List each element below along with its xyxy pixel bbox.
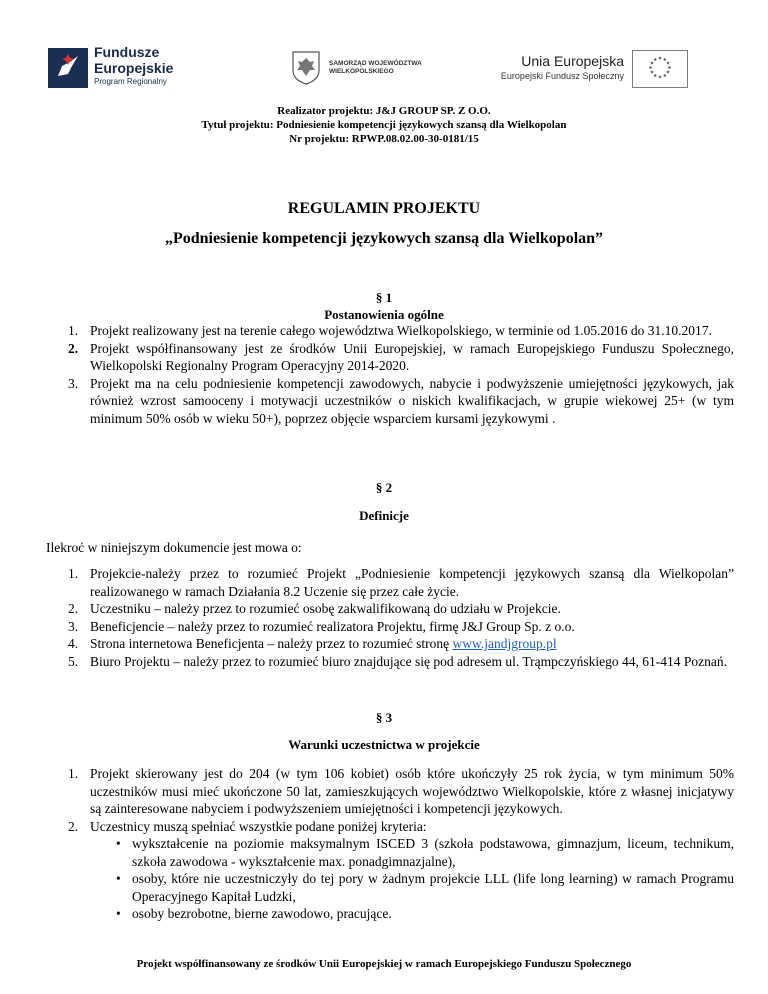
criteria-bullets [90,835,734,923]
svg-text:★: ★ [649,61,655,67]
wlkp-logo-line1: SAMORZĄD WOJEWÓDZTWA [329,60,422,67]
list-item: 1. Projekt skierowany jest do 204 (w tym 106 kobiet) osób które ukończyły 25 rok życia, w tym minimum 50% uczestników musi mieć ukończone 50 lat, zamieszkujących województwo Wielkopolskie, które z własnej inicjatywy są zainteresowane nabyciem i podwyższeniem umiejętności i kompetencji językowych. [68,766,734,816]
svg-text:★: ★ [665,70,671,76]
fe-star-icon [48,48,88,88]
svg-text:★: ★ [667,66,672,71]
list-item: 1. Projekt realizowany jest na terenie całego województwa Wielkopolskiego, w terminie od 1.05.2016 do 31.10.2017. [68,323,712,338]
svg-text:★: ★ [648,66,653,71]
svg-text:★: ★ [662,57,667,63]
list-item: 5. Biuro Projektu – należy przez to rozumieć biuro znajdujące się pod adresem ul. Trąmpczyńskiego 44, 61-414 Poznań. [68,653,727,669]
svg-text:★: ★ [649,70,655,76]
wlkp-logo-line2: WIELKOPOLSKIEGO [329,68,394,75]
fe-logo-line1: Fundusze [94,44,160,60]
list-item: 3. Beneficjencie – należy przez to rozumieć realizatora Projektu, firmę J&J Group Sp. z o.o. [68,618,575,634]
section-2-sign: § 2 [375,480,393,495]
bullet-item: • osoby bezrobotne, bierne zawodowo, pracujące. [132,905,734,923]
svg-text:★: ★ [653,57,658,63]
svg-text:★: ★ [662,74,667,80]
svg-text:★: ★ [657,75,663,81]
wielkopolska-logo [291,50,441,90]
unia-europejska-logo [484,46,724,96]
ue-logo-line1: Unia Europejska [521,53,624,69]
logo-bar [0,38,768,98]
svg-text:★: ★ [657,56,663,62]
fe-logo-line2: Europejskie [94,60,174,76]
section-1-sign: § 1 [375,290,393,305]
header-line-number: Nr projektu: RPWP.08.02.00-30-0181/15 [289,133,479,145]
section-2-intro: Ilekroć w niniejszym dokumencie jest mowa o: [46,540,302,555]
header-line-title: Tytuł projektu: Podniesienie kompetencji językowych szansą dla Wielkopolan [201,119,567,131]
section-2-list [68,565,734,670]
section-1-name: Postanowienia ogólne [324,307,444,322]
list-item: 2. Projekt współfinansowany jest ze środków Unii Europejskiej, w ramach Europejskiego Funduszu Społecznego, Wielkopolski Regionalny Program Operacyjny 2014-2020. [68,340,734,373]
section-3-list [68,765,734,923]
fe-logo-line3: Program Regionalny [94,77,167,86]
list-item: 4. Strona internetowa Beneficjenta – należy przez to rozumieć stronę www.jandjgroup.pl [68,636,557,651]
section-3-name: Warunki uczestnictwa w projekcie [288,737,480,752]
page-footer: Projekt współfinansowany ze środków Unii Europejskiej w ramach Europejskiego Funduszu Społecznego [136,958,632,970]
svg-text:★: ★ [653,74,658,80]
eagle-shield-icon [291,50,321,86]
website-link[interactable]: www.jandjgroup.pl [452,636,557,651]
list-item: 3. Projekt ma na celu podniesienie kompetencji zawodowych, nabycie i podwyższenie umiejętności językowych, jak również wzrost samooceny i motywacji uczestników o niskich kwalifikacjach, w grupie wiekowej 25+ (w tym minimum 50% osób w wieku 50+), poprzez objęcie wsparciem kursami językowymi . [68,375,734,426]
list-item: 2. Uczestnicy muszą spełniać wszystkie podane poniżej kryteria: • wykształcenie na poziomie maksymalnym ISCED 3 (szkoła podstawowa, gimnazjum, liceum, technikum, szkoła zawodowa - wykształcenie max. ponadgimnazjalne), • osoby, które nie uczestniczyły do tej pory w żadnym projekcie LLL (life long learning) w ramach Programu Operacyjnego Kapitał Ludzki, • osoby bezrobotne, bierne zawodowo, pracujące. [90,818,734,923]
eu-flag-icon [632,50,688,88]
list-item: 1. Projekcie-należy przez to rozumieć Projekt „Podniesienie kompetencji językowych szansą dla Wielkopolan” realizowanego w ramach Działania 8.2 Uczenie się przez całe życie. [68,566,734,599]
project-header [0,104,768,146]
section-1-list [68,322,734,427]
bullet-item: • osoby, które nie uczestniczyły do tej pory w żadnym projekcie LLL (life long learning) w ramach Programu Operacyjnego Kapitał Ludzki, [132,870,734,905]
list-item: 2. Uczestniku – należy przez to rozumieć osobę zakwalifikowaną do udziału w Projekcie. [68,601,561,616]
document-subtitle: „Podniesienie kompetencji językowych szansą dla Wielkopolan” [164,230,604,247]
bullet-item: • wykształcenie na poziomie maksymalnym ISCED 3 (szkoła podstawowa, gimnazjum, liceum, technikum, szkoła zawodowa - wykształcenie max. ponadgimnazjalne), [132,835,734,870]
section-3-sign: § 3 [375,710,393,725]
svg-text:★: ★ [665,61,671,67]
section-2-name: Definicje [359,508,409,523]
ue-logo-line2: Europejski Fundusz Społeczny [500,71,624,81]
header-line-realizator: Realizator projektu: J&J GROUP SP. Z O.O. [277,105,491,117]
fundusze-europejskie-logo [48,44,208,94]
document-title: REGULAMIN PROJEKTU [287,200,481,217]
